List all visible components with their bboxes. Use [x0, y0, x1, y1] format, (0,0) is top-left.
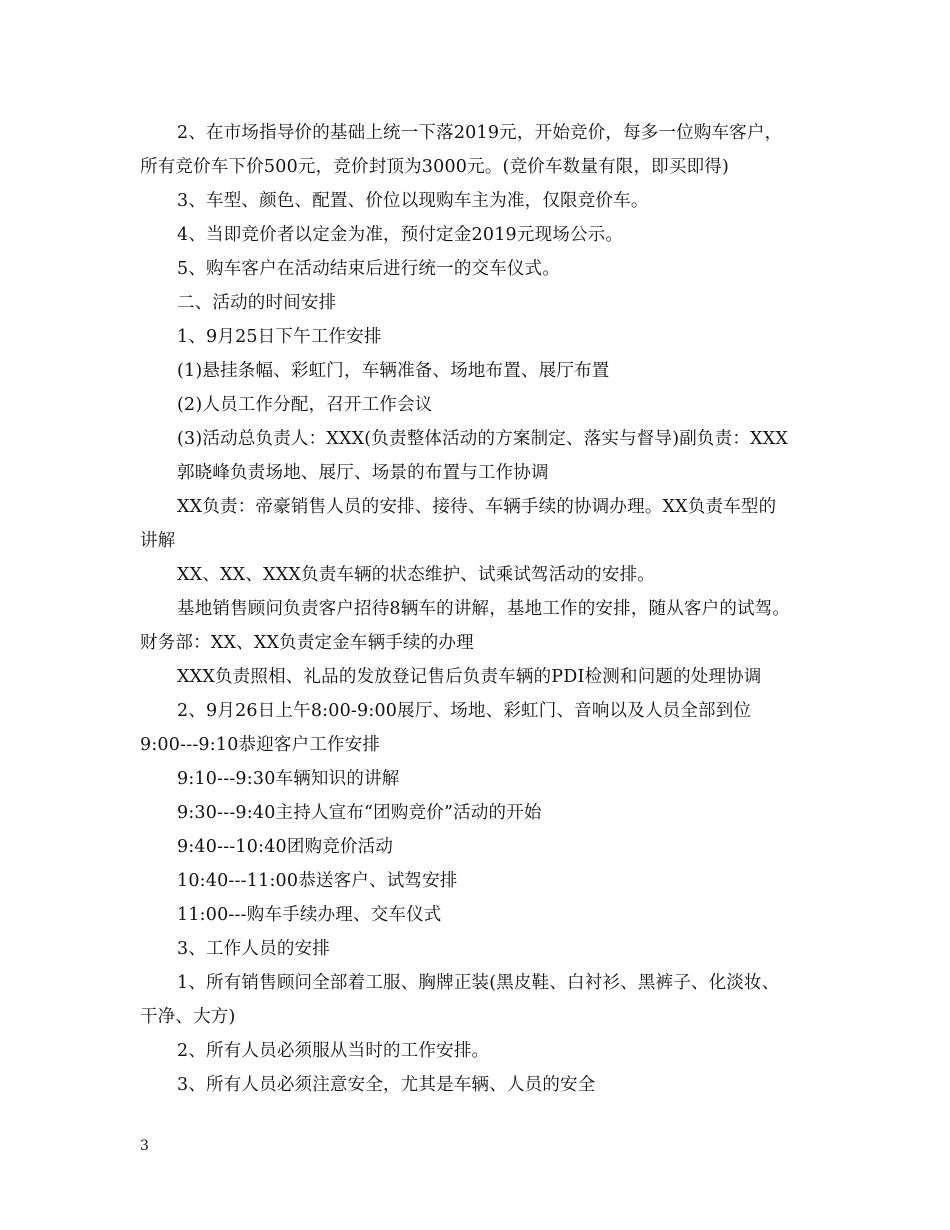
text-line: 讲解 [140, 531, 176, 551]
text-line: 2、所有人员必须服从当时的工作安排。 [177, 1041, 490, 1061]
text-line: 干净、大方) [140, 1007, 236, 1027]
text-line: XXX负责照相、礼品的发放登记售后负责车辆的PDI检测和问题的处理协调 [177, 667, 762, 687]
text-line: 所有竞价车下价500元，竞价封顶为3000元。(竞价车数量有限，即买即得) [140, 157, 729, 177]
text-line: XX负责：帝豪销售人员的安排、接待、车辆手续的协调办理。XX负责车型的 [177, 497, 777, 517]
text-line: 二、活动的时间安排 [177, 293, 337, 313]
text-line: (2)人员工作分配，召开工作会议 [177, 395, 433, 415]
text-line: (3)活动总负责人：XXX(负责整体活动的方案制定、落实与督导)副负责：XXX [177, 429, 788, 449]
text-line: 基地销售顾问负责客户招待8辆车的讲解，基地工作的安排，随从客户的试驾。 [177, 599, 791, 619]
text-line: 9:00---9:10恭迎客户工作安排 [140, 735, 381, 755]
text-line: 11:00---购车手续办理、交车仪式 [177, 905, 442, 925]
text-line: 郭晓峰负责场地、展厅、场景的布置与工作协调 [177, 463, 549, 483]
text-line: 3、工作人员的安排 [177, 939, 330, 959]
text-line: 财务部：XX、XX负责定金车辆手续的办理 [140, 633, 474, 653]
text-line: 9:30---9:40主持人宣布“团购竞价”活动的开始 [177, 803, 542, 823]
text-line: 10:40---11:00恭送客户、试驾安排 [177, 871, 458, 891]
text-line: 4、当即竞价者以定金为准，预付定金2019元现场公示。 [177, 225, 624, 245]
text-line: 1、9月25日下午工作安排 [177, 327, 382, 347]
text-line: (1)悬挂条幅、彩虹门，车辆准备、场地布置、展厅布置 [177, 361, 610, 381]
text-line: XX、XX、XXX负责车辆的状态维护、试乘试驾活动的安排。 [177, 565, 656, 585]
text-line: 9:10---9:30车辆知识的讲解 [177, 769, 400, 789]
text-line: 2、在市场指导价的基础上统一下落2019元，开始竞价，每多一位购车客户， [177, 123, 783, 143]
page-number: 3 [140, 1138, 149, 1154]
text-line: 1、所有销售顾问全部着工服、胸牌正装(黑皮鞋、白衬衫、黑裤子、化淡妆、 [177, 973, 780, 993]
text-line: 9:40---10:40团购竞价活动 [177, 837, 394, 857]
text-line: 5、购车客户在活动结束后进行统一的交车仪式。 [177, 259, 561, 279]
text-line: 3、车型、颜色、配置、价位以现购车主为准，仅限竞价车。 [177, 191, 649, 211]
document-body [140, 116, 820, 1102]
text-line: 2、9月26日上午8:00-9:00展厅、场地、彩虹门、音响以及人员全部到位 [177, 701, 752, 721]
text-line: 3、所有人员必须注意安全，尤其是车辆、人员的安全 [177, 1075, 596, 1095]
